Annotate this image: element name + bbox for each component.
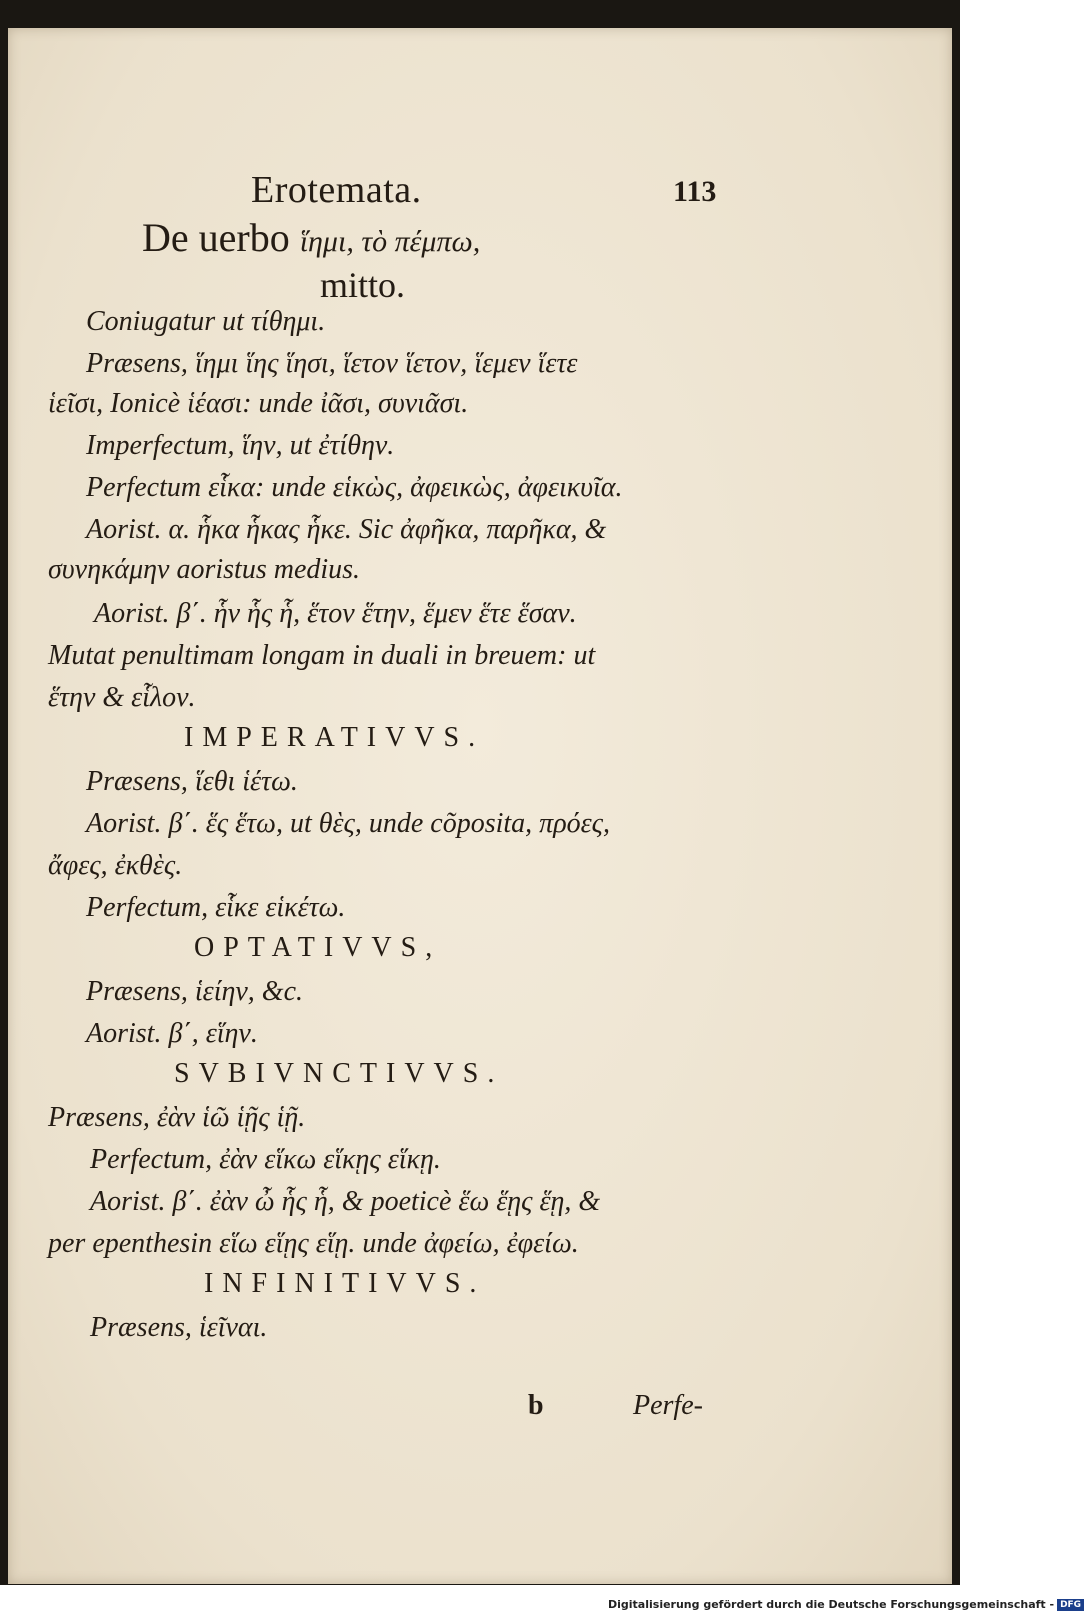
text-line: Præsens, ἵεθι ἱέτω. [86, 766, 298, 797]
text-line: Perfectum, ἐὰν εἵκω εἵκῃς εἵκῃ. [90, 1144, 441, 1175]
catchword: Perfe- [633, 1390, 703, 1421]
digitization-credit [608, 1598, 1084, 1611]
text-line: ἱεῖσι, Ionicè ἱέασι: unde ἰᾶσι, συνιᾶσι. [48, 388, 469, 419]
book-page [8, 28, 952, 1584]
text-line: Aorist. β΄, εἵην. [86, 1018, 258, 1049]
text-line: Præsens, ἱείην, &c. [86, 976, 304, 1007]
text-line: Præsens, ἱεῖναι. [90, 1312, 268, 1343]
chapter-title-line2: mitto. [320, 265, 406, 305]
text-line: Præsens, ἵημι ἵης ἵησι, ἵετον ἵετον, ἵεμεν ἵετε [86, 348, 578, 379]
text-line: Perfectum, εἷκε εἱκέτω. [86, 892, 346, 923]
text-line: Præsens, ἐὰν ἱῶ ἱῇς ἱῇ. [48, 1102, 306, 1133]
text-line: Aorist. β΄. ἧν ἧς ἧ, ἕτον ἕτην, ἕμεν ἕτε ἕσαν. [94, 598, 577, 629]
text-line: Aorist. β΄. ἐὰν ὦ ἧς ἧ, & poeticè ἕω ἕῃς ἕῃ, & [90, 1186, 601, 1217]
chapter-title [142, 214, 480, 261]
text-line: ἄφες, ἐκθὲς. [48, 850, 183, 881]
text-line: Imperfectum, ἵην, ut ἐτίθην. [86, 430, 395, 461]
credit-text: Digitalisierung gefördert durch die Deutsche Forschungsgemeinschaft - [608, 1598, 1055, 1611]
chapter-title-greek: ἵημι, τὸ πέμπω, [299, 225, 481, 258]
section-heading-optativus: OPTATIVVS, [194, 932, 442, 963]
dfg-logo: DFG [1057, 1599, 1084, 1611]
text-line: Aorist. β΄. ἕς ἕτω, ut θὲς, unde cõposita, πρόες, [86, 808, 611, 839]
text-line: Perfectum εἷκα: unde εἱκὼς, ἀφεικὼς, ἀφεικυῖα. [86, 472, 623, 503]
signature-mark: b [528, 1390, 544, 1421]
section-heading-infinitivus: INFINITIVVS. [204, 1268, 486, 1299]
text-line: ἕτην & εἷλον. [48, 682, 196, 713]
text-line: Mutat penultimam longam in duali in breuem: ut [48, 640, 596, 671]
section-heading-subiunctivus: SVBIVNCTIVVS. [174, 1058, 504, 1089]
page-number: 113 [673, 175, 717, 208]
text-line: per epenthesin εἵω εἵῃς εἵῃ. unde ἀφείω, ἐφείω. [48, 1228, 579, 1259]
text-line: Aorist. α. ἧκα ἧκας ἧκε. Sic ἀφῆκα, παρῆκα, & [86, 514, 607, 545]
text-line: συνηκάμην aoristus medius. [48, 554, 361, 585]
text-line: Coniugatur ut τίθημι. [86, 306, 326, 337]
chapter-title-latin: De uerbo [142, 215, 290, 260]
section-heading-imperativus: IMPERATIVVS. [184, 722, 485, 753]
running-head: Erotemata. [251, 169, 422, 211]
